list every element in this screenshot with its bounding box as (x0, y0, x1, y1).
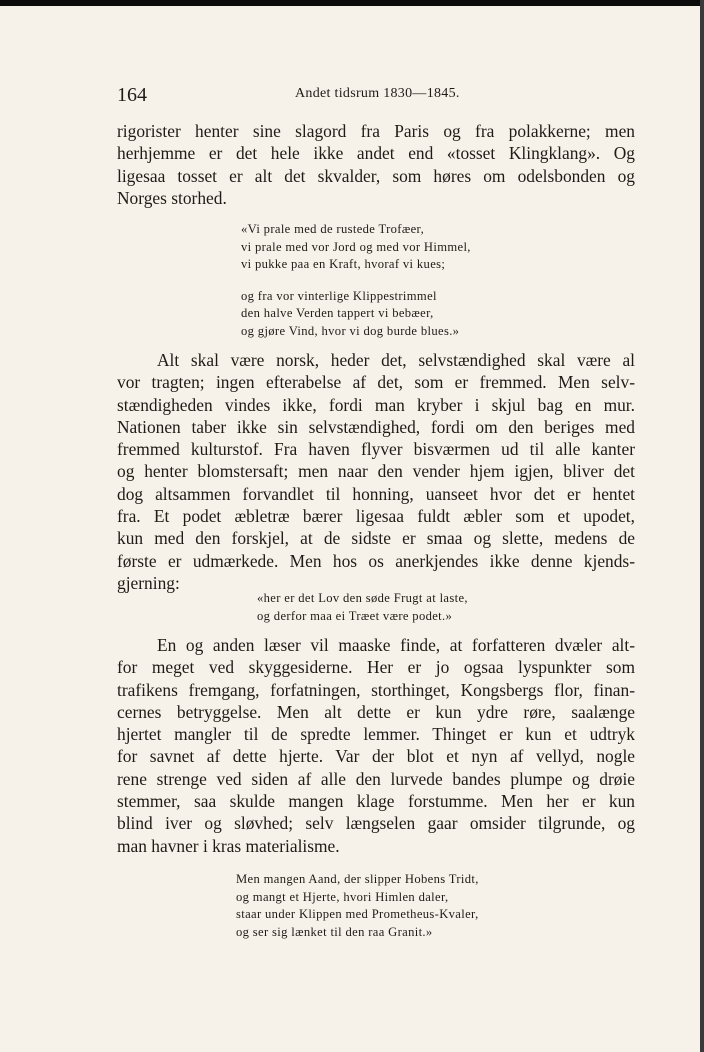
text-line: fremmed kulturstof. Fra haven flyver bisværmen ud til alle kanter (117, 439, 635, 460)
text-line: Alt skal være norsk, heder det, selvstændighed skal være al (157, 350, 635, 370)
paragraph-1 (117, 120, 635, 209)
verse-line: og derfor maa ei Træet være podet.» (257, 608, 453, 623)
text-line: En og anden læser vil maaske finde, at forfatteren dvæler alt- (157, 635, 635, 655)
text-line: ligesaa tosset er alt det skvalder, som høres om odelsbonden og (117, 165, 635, 186)
text-line: man havner i kras materialisme. (117, 835, 340, 856)
text-line: cernes betryggelse. Men alt dette er kun ydre røre, saalænge (117, 701, 635, 722)
verse-line: og ser sig lænket til den raa Granit.» (236, 924, 433, 939)
verse-line: Men mangen Aand, der slipper Hobens Tridt, (236, 872, 479, 886)
text-line: Nationen taber ikke sin selvstændighed, fordi om den beriges med (117, 416, 635, 437)
text-line: stændigheden vindes ikke, fordi man kryber i skjul bag en mur. (117, 394, 635, 415)
page-number: 164 (117, 84, 147, 106)
page-header (117, 82, 637, 108)
text-line: for savnet af dette hjerte. Var der blot et nyn af vellyd, nogle (117, 746, 635, 767)
verse-line: og gjøre Vind, hvor vi dog burde blues.» (241, 323, 460, 338)
paragraph-3 (117, 634, 635, 857)
text-line: Norges storhed. (117, 187, 227, 208)
text-line: trafikens fremgang, forfatningen, storthinget, Kongsbergs flor, finan- (117, 679, 635, 700)
paragraph-2 (117, 349, 635, 594)
text-line: fra. Et podet æbletræ bærer ligesaa fuldt æbler som et upodet, (117, 506, 635, 527)
running-head: Andet tidsrum 1830—1845. (295, 86, 460, 101)
text-line: første er udmærkede. Men hos os anerkjendes ikke denne kjends- (117, 550, 635, 571)
text-line: vor tragten; ingen efterabelse af det, som er fremmed. Men selv- (117, 372, 635, 393)
text-line: stemmer, saa skulde mangen klage forstumme. Men her er kun (117, 791, 635, 812)
text-line: for meget ved skyggesiderne. Her er jo ogsaa lyspunkter som (117, 657, 635, 678)
verse-line: staar under Klippen med Prometheus-Kvaler, (236, 907, 479, 922)
text-line: herhjemme er det hele ikke andet end «tosset Klingklang». Og (117, 143, 635, 164)
verse-quote-1 (241, 221, 471, 341)
verse-line: vi pukke paa en Kraft, hvoraf vi kues; (241, 257, 446, 272)
verse-line: og fra vor vinterlige Klippestrimmel (241, 288, 437, 303)
text-line: hjertet mangler til de spredte lemmer. Thinget er kun et udtryk (117, 724, 635, 745)
verse-line: og mangt et Hjerte, hvori Himlen daler, (236, 889, 449, 904)
verse-line: «her er det Lov den søde Frugt at laste, (257, 591, 468, 605)
text-line: rene strenge ved siden af alle den lurvede bandes plumpe og drøie (117, 768, 635, 789)
verse-line: «Vi prale med de rustede Trofæer, (241, 222, 425, 236)
text-line: dog altsammen forvandlet til honning, uanseet hvor det er hentet (117, 483, 635, 504)
text-line: blind iver og sløvhed; selv længselen gaar omsider tilgrunde, og (117, 813, 635, 834)
text-line: og henter blomstersaft; men naar den vender hjem igjen, bliver det (117, 461, 635, 482)
verse-quote-2 (257, 590, 468, 625)
text-line: kun med den forskjel, at de sidste er smaa og slette, medens de (117, 528, 635, 549)
verse-line: den halve Verden tappert vi bebæer, (241, 306, 434, 321)
verse-line: vi prale med vor Jord og med vor Himmel, (241, 239, 471, 254)
text-line: rigorister henter sine slagord fra Paris og fra polakkerne; men (117, 121, 635, 141)
text-line: gjerning: (117, 572, 180, 593)
verse-quote-3 (236, 871, 479, 941)
